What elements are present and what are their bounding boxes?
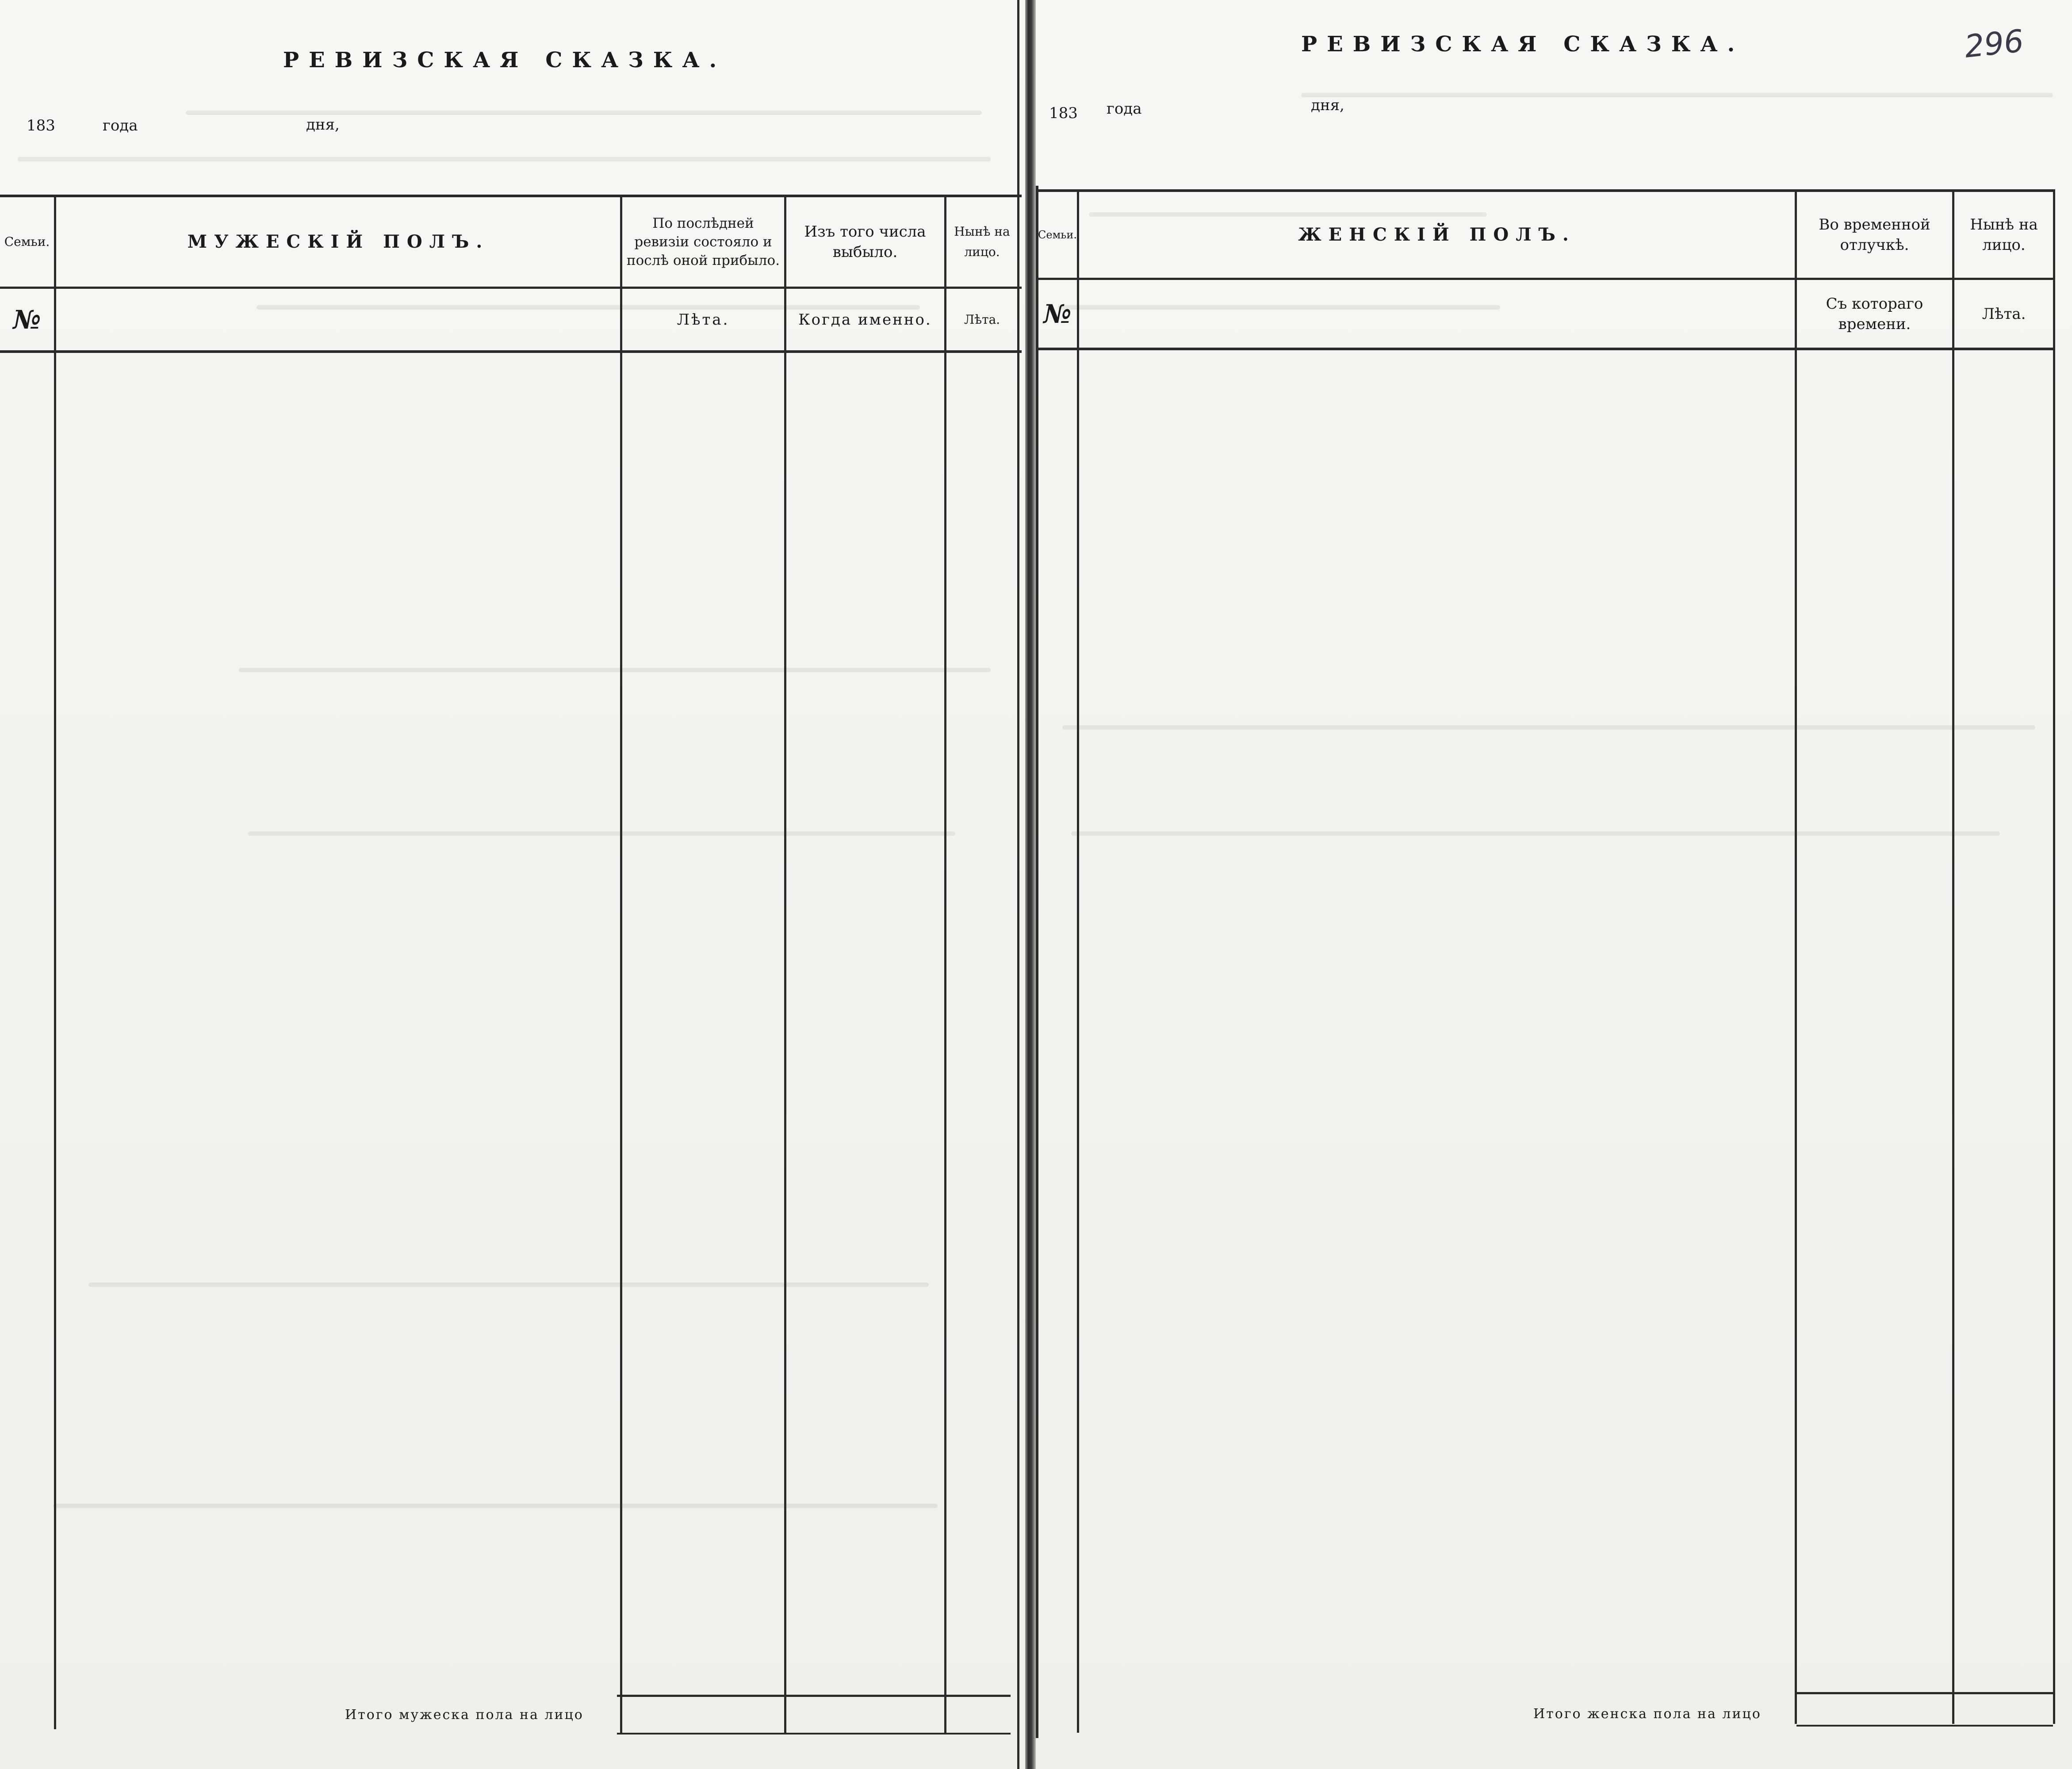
subheader-when: Когда именно. xyxy=(798,310,932,329)
column-header-family: Семьи. xyxy=(4,234,50,249)
bleed-through xyxy=(248,831,955,836)
subheader-years: Лѣта. xyxy=(964,312,1000,327)
bleed-through xyxy=(18,157,991,161)
day-word: дня, xyxy=(306,116,340,134)
column-header-present: Нынѣ на лицо. xyxy=(1970,216,2038,254)
page-title: РЕВИЗСКАЯ СКАЗКА. xyxy=(283,48,727,73)
handwritten-page-number: 296 xyxy=(1963,23,2026,65)
column-divider xyxy=(1795,189,1797,1724)
year-word: года xyxy=(1107,100,1142,118)
column-header-dropped: Изъ того числа выбыло. xyxy=(804,223,926,261)
bleed-through xyxy=(1071,831,2000,836)
column-divider xyxy=(2053,189,2055,1724)
footer-rule xyxy=(617,1695,1011,1697)
bleed-through xyxy=(1301,93,2053,97)
column-divider xyxy=(944,195,946,1734)
column-divider xyxy=(54,195,56,1729)
bleed-through xyxy=(1058,305,1500,310)
bleed-through xyxy=(1062,725,2035,730)
column-divider xyxy=(784,195,786,1734)
year-label: 183 xyxy=(27,117,55,134)
subheader-years: Лѣта. xyxy=(677,310,730,329)
subheader-years: Лѣта. xyxy=(1982,305,2026,323)
footer-total-label: Итого мужеска пола на лицо xyxy=(345,1707,584,1723)
footer-bottom-rule xyxy=(1796,1725,2053,1727)
column-header-present: Нынѣ на лицо. xyxy=(954,224,1010,259)
column-divider xyxy=(1952,189,1954,1724)
bleed-through xyxy=(186,111,982,115)
right-page xyxy=(1036,0,2072,1769)
column-header-last-revision: По послѣдней ревизіи состояло и послѣ оной прибыло. xyxy=(626,215,780,268)
bleed-through xyxy=(53,1504,938,1508)
day-word: дня, xyxy=(1311,96,1344,114)
column-header-male: МУЖЕСКІЙ ПОЛЪ. xyxy=(187,231,490,252)
year-label: 183 xyxy=(1049,104,1078,122)
header-bottom-rule xyxy=(0,350,1022,353)
footer-bottom-rule xyxy=(617,1733,1011,1735)
number-sign: № xyxy=(13,304,41,335)
column-header-family: Семьи. xyxy=(1038,229,1077,241)
header-bottom-rule xyxy=(1036,348,2053,350)
year-word: года xyxy=(103,117,138,134)
left-page xyxy=(0,0,1025,1769)
footer-rule xyxy=(1796,1692,2053,1694)
page-title: РЕВИЗСКАЯ СКАЗКА. xyxy=(1301,32,1745,57)
column-divider xyxy=(1077,189,1079,1733)
number-sign: № xyxy=(1043,299,1072,329)
bleed-through xyxy=(239,668,991,672)
column-divider xyxy=(620,195,622,1734)
column-header-temporary-absence: Во временной отлучкѣ. xyxy=(1819,216,1930,254)
bleed-through xyxy=(88,1283,929,1287)
column-header-female: ЖЕНСКІЙ ПОЛЪ. xyxy=(1298,224,1576,245)
page-edge xyxy=(1017,0,1019,1769)
book-gutter xyxy=(1025,0,1036,1769)
footer-total-label: Итого женска пола на лицо xyxy=(1533,1706,1762,1722)
subheader-since-when: Съ котораго времени. xyxy=(1826,295,1923,333)
page-edge xyxy=(1036,186,1038,1738)
